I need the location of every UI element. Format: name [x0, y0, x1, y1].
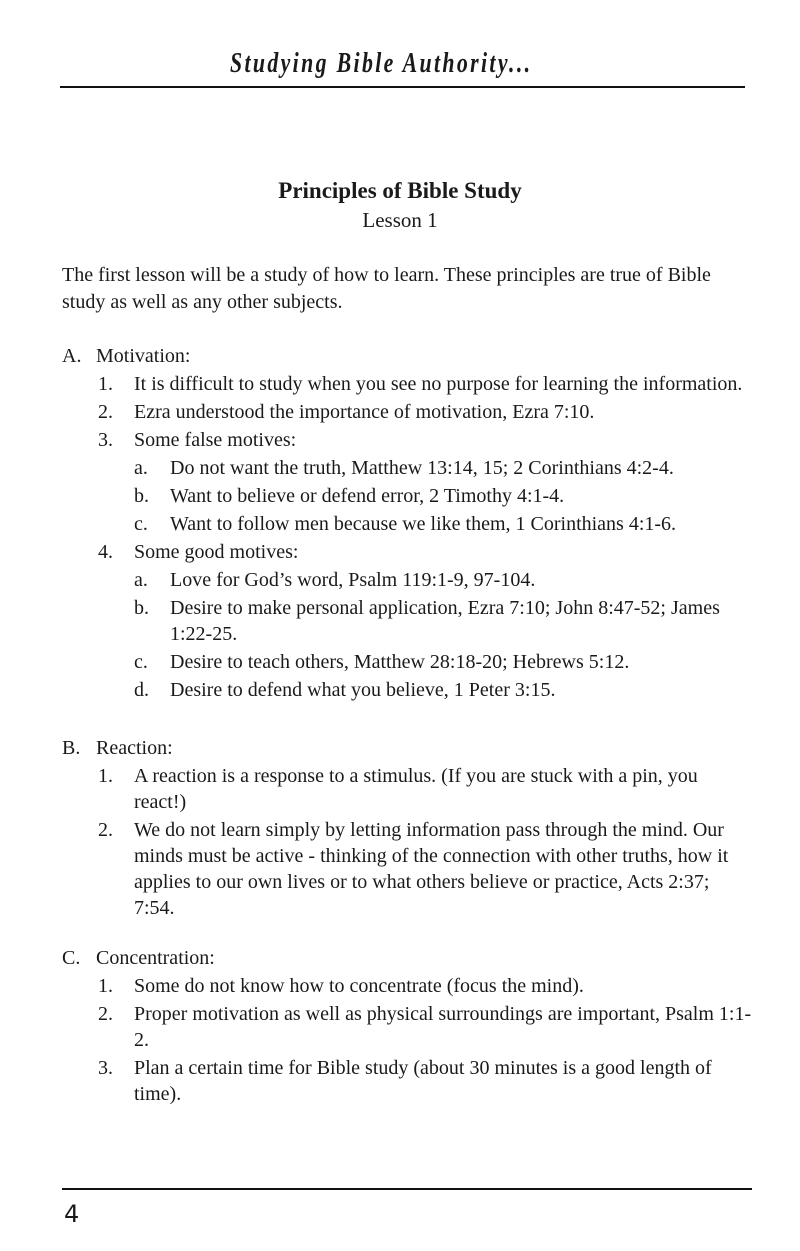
item-number: 3. [98, 1057, 113, 1079]
item-text: Plan a certain time for Bible study (about 30 minutes is a good length of time). [134, 1057, 712, 1105]
sub-item [134, 455, 752, 481]
list-item [98, 427, 752, 537]
item-text [134, 539, 752, 703]
section-letter: A. [62, 345, 82, 367]
sub-item [134, 567, 752, 593]
list-item [98, 539, 752, 703]
list-item [98, 1001, 752, 1053]
item-number: 2. [98, 1003, 113, 1025]
item-text: A reaction is a response to a stimulus. (If you are stuck with a pin, you react!) [134, 765, 698, 813]
item-text: Some do not know how to concentrate (focus the mind). [134, 975, 584, 997]
list-item [98, 763, 752, 815]
page-number: 4 [64, 1200, 80, 1228]
header-divider [60, 86, 745, 88]
sub-item-letter: a. [134, 457, 148, 479]
list-item [98, 399, 752, 425]
list-item [98, 973, 752, 999]
item-text: Ezra understood the importance of motivation, Ezra 7:10. [134, 401, 595, 423]
lesson-title: Principles of Bible Study [278, 178, 522, 203]
item-text: We do not learn simply by letting information pass through the mind. Our minds must be active - thinking of the connection with other truths, how it applies to our own lives or to what others believe or practice, Acts 2:37; 7:54. [134, 819, 729, 919]
sub-item [134, 649, 752, 675]
item-number: 1. [98, 765, 113, 787]
item-number: 1. [98, 373, 113, 395]
section-reaction [62, 735, 752, 921]
item-number: 2. [98, 819, 113, 841]
item-text [134, 427, 752, 537]
section-letter: C. [62, 947, 81, 969]
item-text: It is difficult to study when you see no purpose for learning the information. [134, 373, 743, 395]
list-item [98, 371, 752, 397]
sub-item-letter: a. [134, 569, 148, 591]
list-item [98, 1055, 752, 1107]
section-motivation [62, 343, 752, 703]
item-number: 4. [98, 541, 113, 563]
section-heading [62, 343, 752, 369]
sub-item-text: Want to follow men because we like them, 1 Corinthians 4:1-6. [170, 513, 677, 535]
lesson-subtitle: Lesson 1 [362, 208, 438, 232]
section-title: Concentration: [96, 947, 215, 969]
sub-item-text: Desire to teach others, Matthew 28:18-20; Hebrews 5:12. [170, 651, 630, 673]
sub-item-text: Desire to make personal application, Ezra 7:10; John 8:47-52; James 1:22-25. [170, 597, 720, 645]
footer-divider [62, 1188, 752, 1190]
running-header-title: Studying Bible Authority... [230, 48, 533, 79]
section-title: Motivation: [96, 345, 191, 367]
item-text: Proper motivation as well as physical surroundings are important, Psalm 1:1-2. [134, 1003, 752, 1051]
sub-item [134, 511, 752, 537]
sub-item-text: Desire to defend what you believe, 1 Peter 3:15. [170, 679, 556, 701]
section-heading [62, 945, 752, 971]
list-item [98, 817, 752, 921]
sub-item-letter: d. [134, 679, 149, 701]
item-number: 2. [98, 401, 113, 423]
item-number: 3. [98, 429, 113, 451]
sub-item-letter: b. [134, 597, 149, 619]
sub-item [134, 595, 752, 647]
sub-item-text: Love for God’s word, Psalm 119:1-9, 97-104. [170, 569, 536, 591]
section-title: Reaction: [96, 737, 173, 759]
sub-item-letter: c. [134, 513, 148, 535]
sub-item-text: Want to believe or defend error, 2 Timothy 4:1-4. [170, 485, 565, 507]
section-concentration [62, 945, 752, 1107]
item-label: Some good motives: [134, 541, 299, 563]
item-number: 1. [98, 975, 113, 997]
sub-item-letter: c. [134, 651, 148, 673]
section-heading [62, 735, 752, 761]
intro-paragraph: The first lesson will be a study of how to learn. These principles are true of Bible study as well as any other subjects. [62, 264, 711, 313]
sub-item-text: Do not want the truth, Matthew 13:14, 15; 2 Corinthians 4:2-4. [170, 457, 674, 479]
section-letter: B. [62, 737, 81, 759]
sub-item-letter: b. [134, 485, 149, 507]
item-label: Some false motives: [134, 429, 297, 451]
sub-item [134, 677, 752, 703]
sub-item [134, 483, 752, 509]
